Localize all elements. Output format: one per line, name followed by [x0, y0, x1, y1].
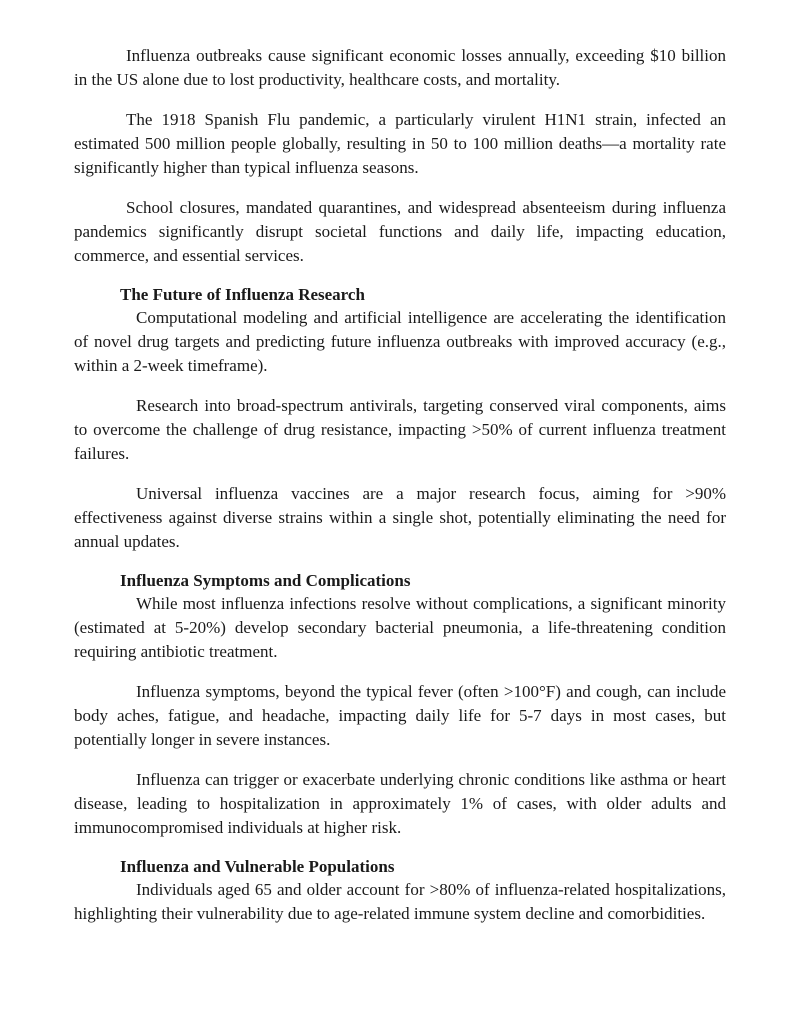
section-paragraph: Research into broad-spectrum antivirals, targeting conserved viral components, aims to overcome the challenge of drug resistance, impacting >50% of current influenza treatment failures. — [74, 396, 726, 463]
section-heading: Influenza Symptoms and Complications — [120, 571, 411, 590]
document-page — [74, 44, 726, 926]
intro-paragraph-societal-disruption: School closures, mandated quarantines, and widespread absenteeism during influenza pandemics significantly disrupt societal functions and daily life, impacting education, commerce, and essential services. — [74, 198, 726, 265]
section-heading: Influenza and Vulnerable Populations — [120, 857, 395, 876]
intro-paragraph-spanish-flu: The 1918 Spanish Flu pandemic, a particularly virulent H1N1 strain, infected an estimated 500 million people globally, resulting in 50 to 100 million deaths—a mortality rate significantly higher than typical influenza seasons. — [74, 110, 726, 177]
section-symptoms-complications — [74, 570, 726, 840]
section-paragraph: Computational modeling and artificial intelligence are accelerating the identification of novel drug targets and predicting future influenza outbreaks with improved accuracy (e.g., within a 2-week timeframe). — [74, 308, 726, 375]
section-heading: The Future of Influenza Research — [120, 285, 365, 304]
section-paragraph: Universal influenza vaccines are a major research focus, aiming for >90% effectiveness against diverse strains within a single shot, potentially eliminating the need for annual updates. — [74, 484, 726, 551]
section-paragraph: While most influenza infections resolve without complications, a significant minority (estimated at 5-20%) develop secondary bacterial pneumonia, a life-threatening condition requiring antibiotic treatment. — [74, 594, 726, 661]
intro-block — [74, 44, 726, 268]
section-paragraph: Influenza symptoms, beyond the typical fever (often >100°F) and cough, can include body aches, fatigue, and headache, impacting daily life for 5-7 days in most cases, but potentially longer in severe instances. — [74, 682, 726, 749]
section-vulnerable-populations — [74, 856, 726, 926]
section-future-research — [74, 284, 726, 554]
intro-paragraph-economic-losses: Influenza outbreaks cause significant economic losses annually, exceeding $10 billion in the US alone due to lost productivity, healthcare costs, and mortality. — [74, 46, 726, 89]
section-paragraph: Individuals aged 65 and older account for >80% of influenza-related hospitalizations, highlighting their vulnerability due to age-related immune system decline and comorbidities. — [74, 880, 726, 923]
section-paragraph: Influenza can trigger or exacerbate underlying chronic conditions like asthma or heart disease, leading to hospitalization in approximately 1% of cases, with older adults and immunocompromised individuals at higher risk. — [74, 770, 726, 837]
